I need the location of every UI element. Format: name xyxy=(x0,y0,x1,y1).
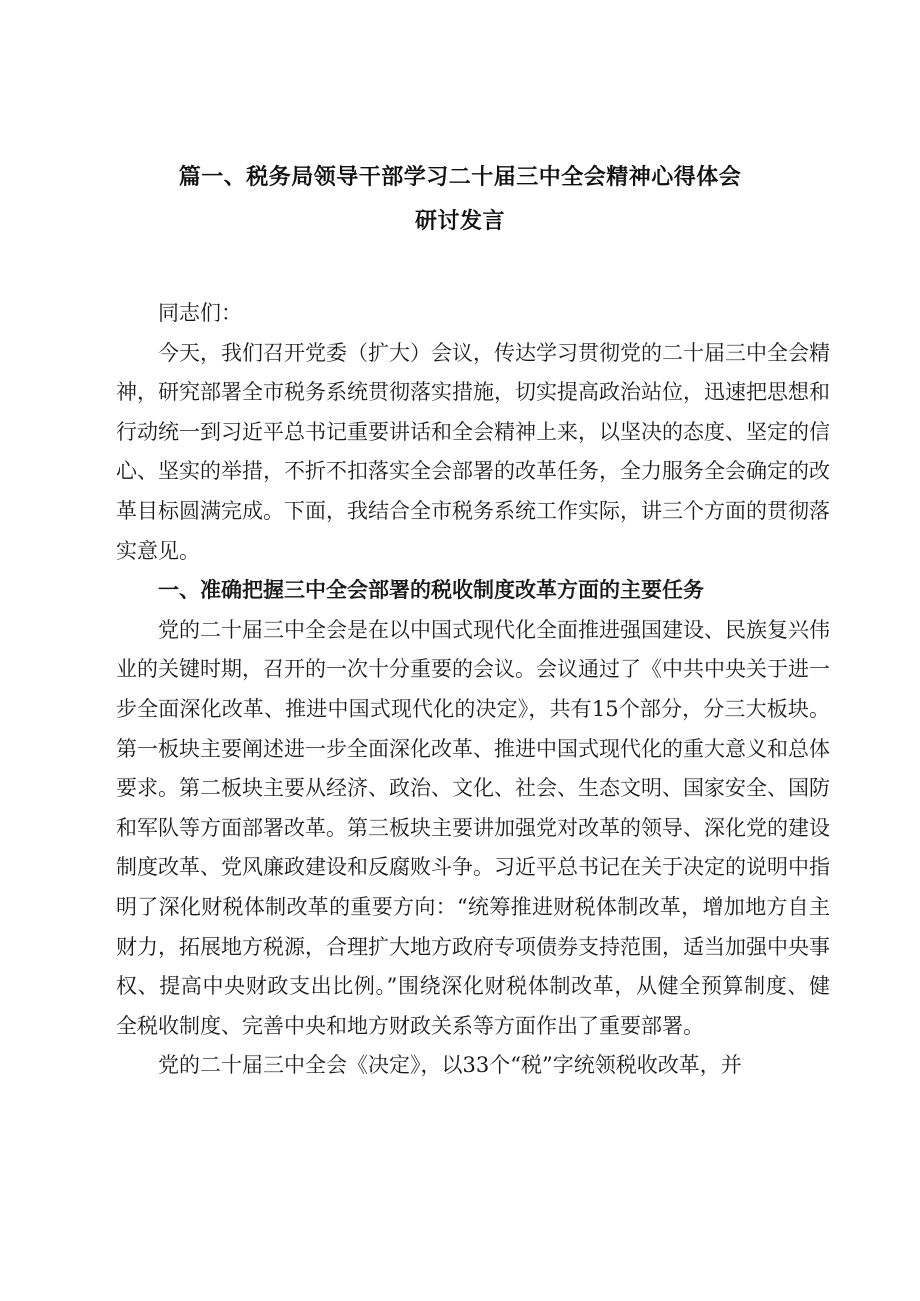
section-1-heading: 一、准确把握三中全会部署的税收制度改革方面的主要任务 xyxy=(158,578,704,603)
greeting: 同志们： xyxy=(158,301,242,325)
section-1-paragraph-2: 党的二十届三中全会《决定》，以33个“税”字统领税收改革，并 xyxy=(158,1053,742,1078)
intro-paragraph: 今天，我们召开党委（扩大）会议，传达学习贯彻党的二十届三中全会精神，研究部署全市税务系统贯彻落实措施，切实提高政治站位，迅速把思想和行动统一到习近平总书记重要讲话和全会精神上来，以坚决的态度、坚定的信心、坚实的举措，不折不扣落实全会部署的改革任务，全力服务全会确定的改革目标圆满完成。下面，我结合全市税务系统工作实际，讲三个方面的贯彻落实意见。 xyxy=(116,340,830,563)
document-body xyxy=(116,294,830,1086)
title-line-2: 研讨发言 xyxy=(414,209,505,234)
document-title xyxy=(0,156,920,244)
title-line-1: 篇一、税务局领导干部学习二十届三中全会精神心得体会 xyxy=(178,165,742,190)
section-1-paragraph-1: 党的二十届三中全会是在以中国式现代化全面推进强国建设、民族复兴伟业的关键时期，召开的一次十分重要的会议。会议通过了《中共中央关于进一步全面深化改革、推进中国式现代化的决定》，共有15个部分，分三大板块。第一板块主要阐述进一步全面深化改革、推进中国式现代化的重大意义和总体要求。第二板块主要从经济、政治、文化、社会、生态文明、国家安全、国防和军队等方面部署改革。第三板块主要讲加强党对改革的领导、深化党的建设制度改革、党风廉政建设和反腐败斗争。习近平总书记在关于决定的说明中指明了深化财税体制改革的重要方向：“统筹推进财税体制改革，增加地方自主财力，拓展地方税源，合理扩大地方政府专项债券支持范围，适当加强中央事权、提高中央财政支出比例。”围绕深化财税体制改革，从健全预算制度、健全税收制度、完善中央和地方财政关系等方面作出了重要部署。 xyxy=(116,617,830,1038)
